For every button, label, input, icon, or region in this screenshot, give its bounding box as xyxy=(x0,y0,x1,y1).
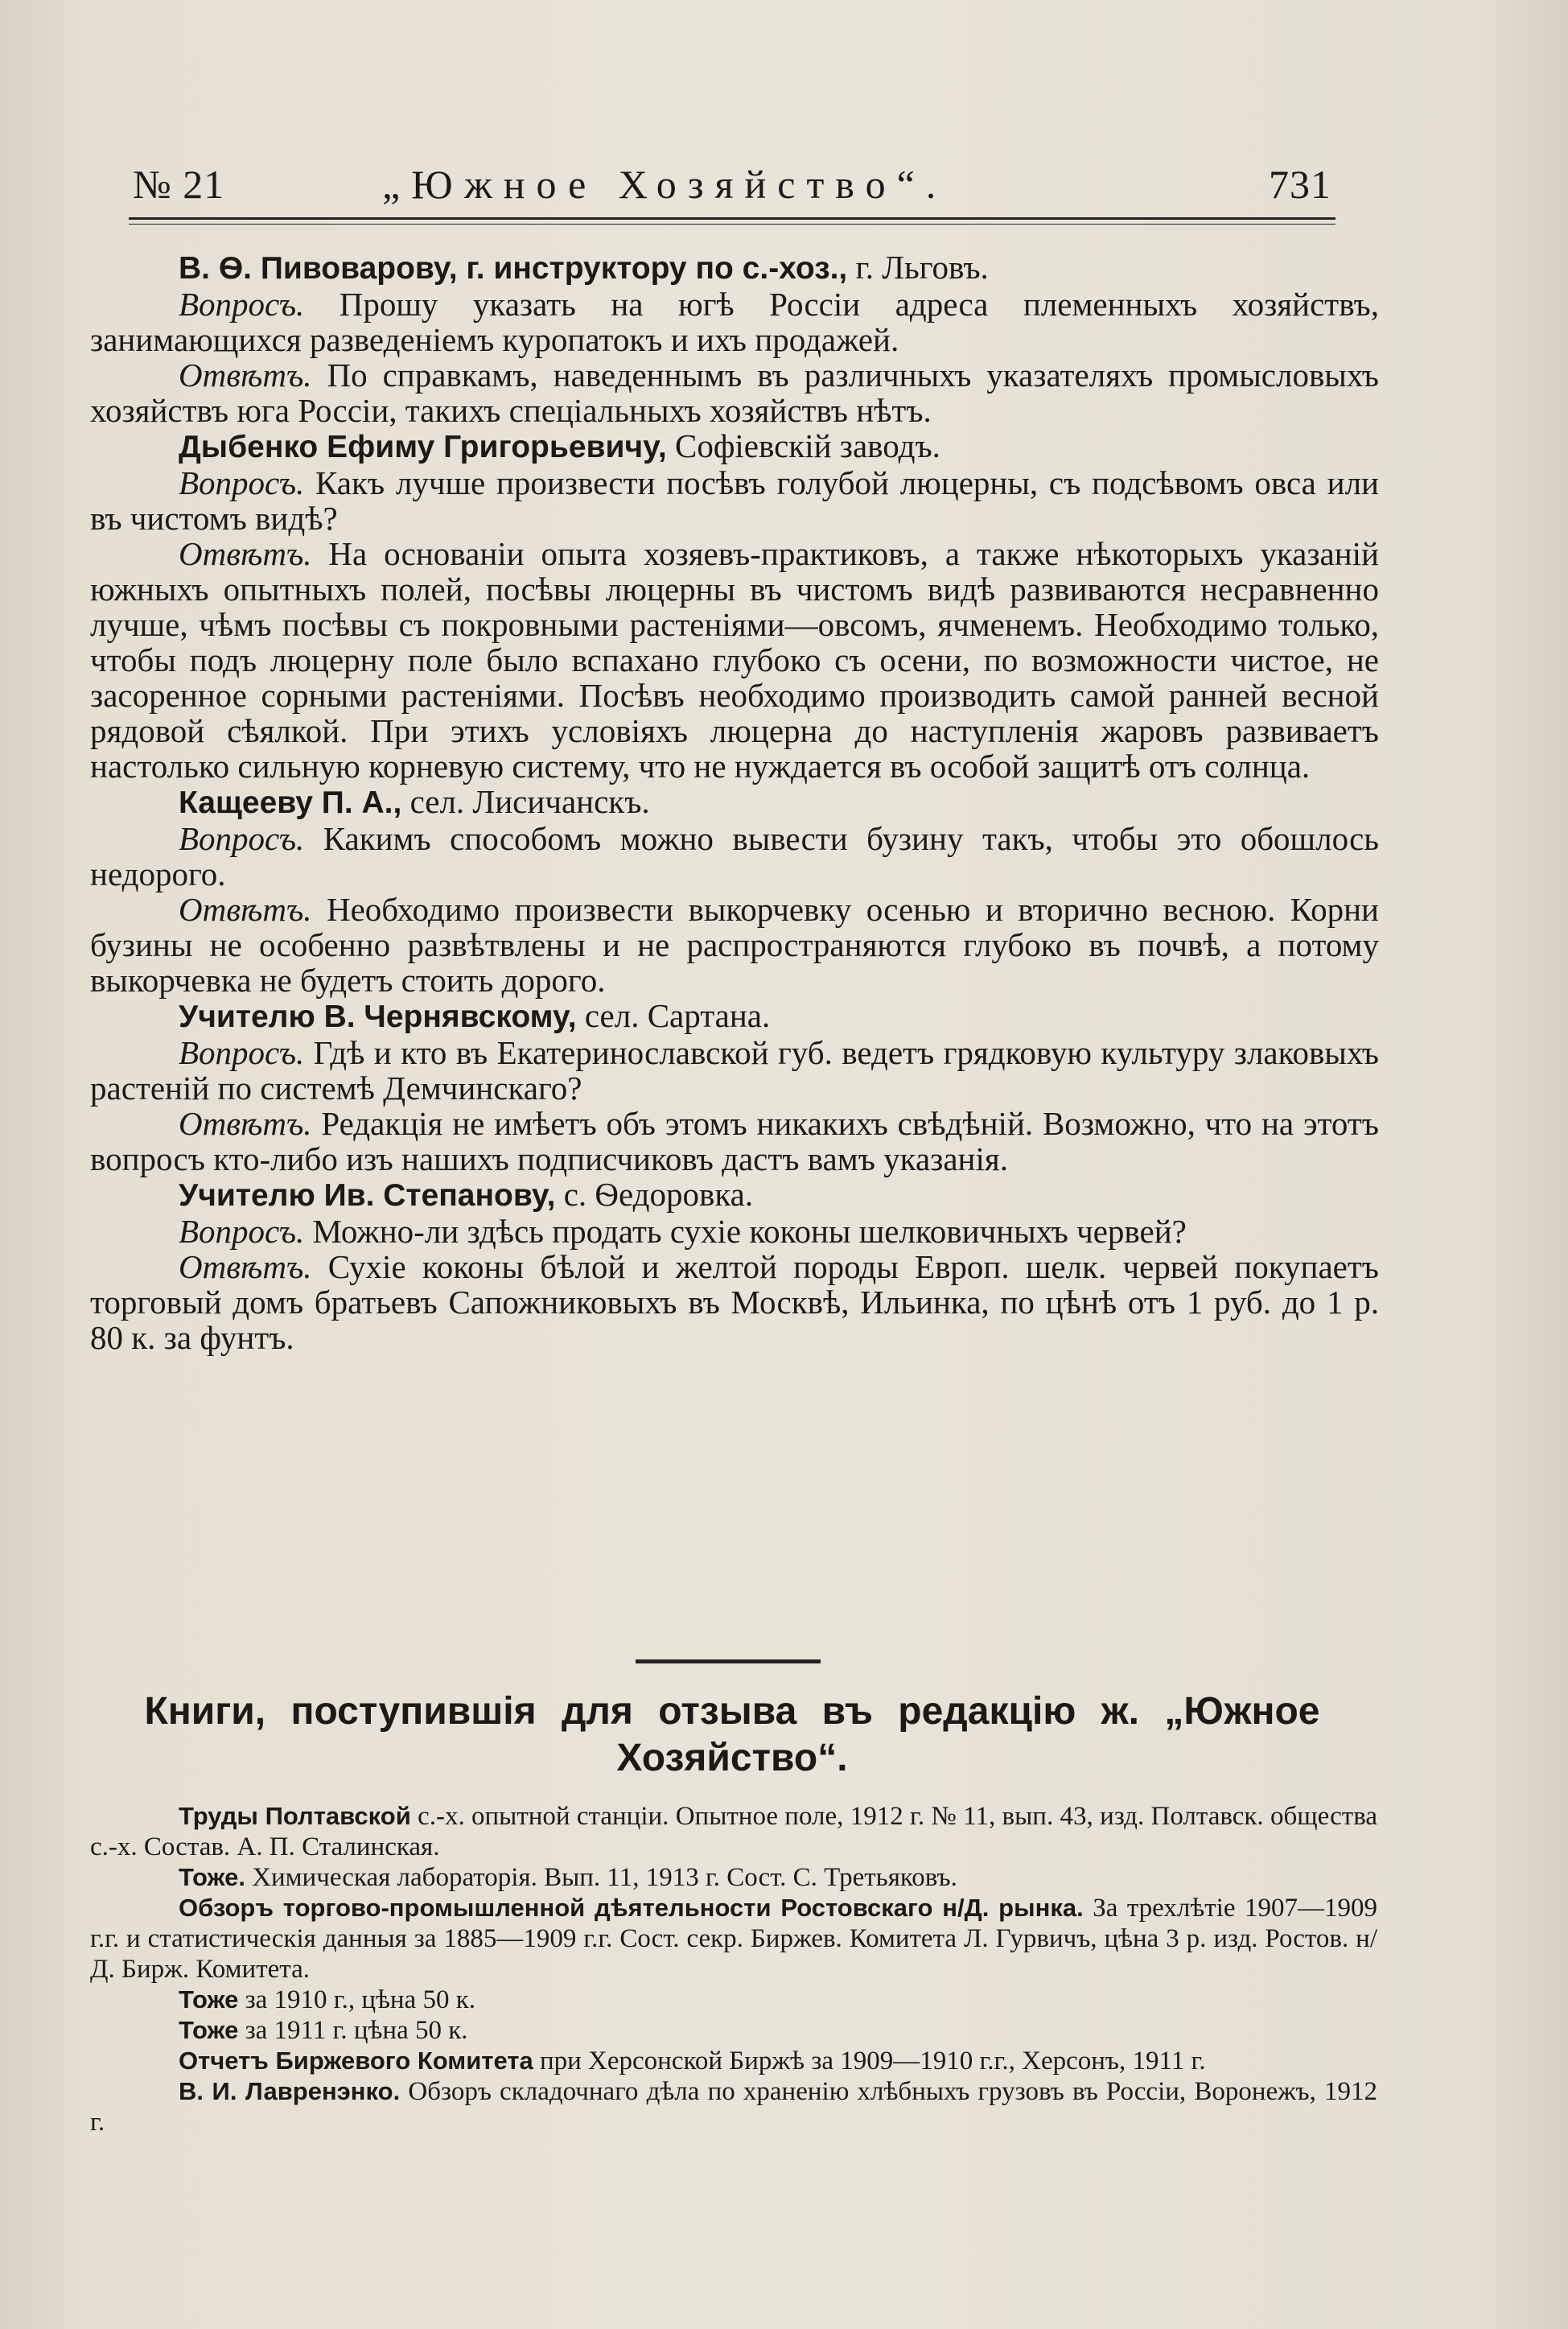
qa-entry xyxy=(90,249,1379,428)
book-entry xyxy=(90,1893,1377,1985)
addressee-name: Кащееву П. А., xyxy=(179,785,402,820)
addressee-place: с. Ѳедоровка. xyxy=(555,1176,754,1213)
question xyxy=(90,286,1379,357)
books-list xyxy=(90,1801,1377,2137)
issue-number: № 21 xyxy=(133,162,225,207)
book-details: за 1910 г., цѣна 50 к. xyxy=(238,1985,475,2014)
question-text: Какимъ способомъ можно вывести бузину такъ, чтобы это обошлось недорого. xyxy=(90,820,1379,892)
book-entry xyxy=(90,1862,1377,1893)
addressee-line xyxy=(90,998,1379,1035)
book-entry xyxy=(90,2076,1377,2137)
addressee-line xyxy=(90,784,1379,821)
book-details: Обзоръ складочнаго дѣла по храненію хлѣбныхъ грузовъ въ Россіи, Воронежъ, 1912 г. xyxy=(90,2077,1377,2137)
answer xyxy=(90,892,1379,998)
book-title: Тоже. xyxy=(179,1863,245,1891)
addressee-name: В. Ѳ. Пивоварову, г. инструктору по с.-хоз., xyxy=(179,251,848,286)
answer-label: Отвѣтъ. xyxy=(179,1105,312,1142)
question xyxy=(90,1214,1379,1249)
answer-text: Сухіе коконы бѣлой и желтой породы Европ. шелк. червей покупаетъ торговый домъ братьевъ Сапожниковыхъ въ Москвѣ, Ильинка, по цѣнѣ отъ 1 руб. до 1 р. 80 к. за фунтъ. xyxy=(90,1248,1379,1356)
book-entry xyxy=(90,2015,1377,2046)
question-text: Какъ лучше произвести посѣвъ голубой люцерны, съ подсѣвомъ овса или въ чистомъ видѣ? xyxy=(90,464,1379,537)
book-entry xyxy=(90,2046,1377,2076)
book-title: Тоже xyxy=(179,1985,239,2014)
qa-section xyxy=(90,249,1379,1355)
question-label: Вопросъ. xyxy=(179,1213,305,1250)
answer xyxy=(90,357,1379,428)
book-details: Химическая лабораторія. Вып. 11, 1913 г. Сост. С. Третьяковъ. xyxy=(245,1863,957,1892)
question-text: Прошу указать на югѣ Россіи адреса племенныхъ хозяйствъ, занимающихся разведеніемъ куропатокъ и ихъ продажей. xyxy=(90,286,1379,358)
qa-entry xyxy=(90,998,1379,1177)
qa-entry xyxy=(90,428,1379,784)
question-label: Вопросъ. xyxy=(179,286,305,323)
addressee-line xyxy=(90,428,1379,465)
book-title: В. И. Лавренэнко. xyxy=(179,2077,401,2105)
addressee-line xyxy=(90,249,1379,286)
answer xyxy=(90,1249,1379,1355)
journal-title: „Южное Хозяйство“. xyxy=(382,162,948,207)
answer-label: Отвѣтъ. xyxy=(179,357,312,394)
qa-entry xyxy=(90,784,1379,998)
question xyxy=(90,1035,1379,1106)
question-text: Гдѣ и кто въ Екатеринославской губ. ведетъ грядковую культуру злаковыхъ растеній по системѣ Демчинскаго? xyxy=(90,1034,1379,1107)
answer-text: По справкамъ, наведеннымъ въ различныхъ указателяхъ промысловыхъ хозяйствъ юга Россіи, такихъ спеціальныхъ хозяйствъ нѣтъ. xyxy=(90,357,1379,429)
running-header xyxy=(133,161,1331,217)
question-label: Вопросъ. xyxy=(179,820,305,857)
answer-label: Отвѣтъ. xyxy=(179,1248,312,1285)
book-title: Отчетъ Биржевого Комитета xyxy=(179,2047,533,2075)
answer-label: Отвѣтъ. xyxy=(179,891,312,928)
page-number: 731 xyxy=(1269,162,1331,207)
books-heading: Книги, поступившія для отзыва въ редакцію ж. „Южное Хозяйство“. xyxy=(144,1690,1320,1779)
question xyxy=(90,821,1379,892)
header-rule-thin xyxy=(129,224,1335,225)
addressee-place: сел. Лисичанскъ. xyxy=(401,783,650,820)
book-details: За трехлѣтіе 1907—1909 г.г. и статистическія данныя за 1885—1909 г.г. Сост. секр. Биржев. Комитета Л. Гурвичъ, цѣна 3 р. изд. Ростов. н/Д. Бирж. Комитета. xyxy=(90,1894,1377,1984)
book-title: Тоже xyxy=(179,2016,239,2044)
answer-text: На основаніи опыта хозяевъ-практиковъ, а также нѣкоторыхъ указаній южныхъ опытныхъ полей, посѣвы люцерны въ чистомъ видѣ развиваются несравненно лучше, чѣмъ посѣвы съ покровными растеніями—овсомъ, ячменемъ. Необходимо только, чтобы подъ люцерну поле было вспахано глубоко съ осени, по возможности чистое, не засоренное сорными растеніями. Посѣвъ необходимо производить самой ранней весной рядовой сѣялкой. При этихъ условіяхъ люцерна до наступленія жаровъ развиваетъ настолько сильную корневую систему, что не нуждается въ особой защитѣ отъ солнца. xyxy=(90,535,1379,785)
section-divider xyxy=(636,1659,821,1663)
answer xyxy=(90,1106,1379,1177)
book-entry xyxy=(90,1985,1377,2015)
answer-text: Необходимо произвести выкорчевку осенью и вторично весною. Корни бузины не особенно развѣтвлены и не распространяются глубоко въ почвѣ, а потому выкорчевка не будетъ стоить дорого. xyxy=(90,891,1379,999)
answer-label: Отвѣтъ. xyxy=(179,535,312,572)
addressee-place: Софіевскій заводъ. xyxy=(666,427,940,464)
book-title: Обзоръ торгово-промышленной дѣятельности Ростовскаго н/Д. рынка. xyxy=(179,1894,1084,1922)
question-label: Вопросъ. xyxy=(179,1034,305,1071)
addressee-name: Учителю В. Чернявскому, xyxy=(179,1000,577,1034)
question-text: Можно-ли здѣсь продать сухіе коконы шелковичныхъ червей? xyxy=(304,1213,1187,1250)
addressee-name: Учителю Ив. Степанову, xyxy=(179,1178,556,1213)
book-entry xyxy=(90,1801,1377,1862)
question-label: Вопросъ. xyxy=(179,464,305,501)
book-details: с.-х. опытной станціи. Опытное поле, 1912 г. № 11, вып. 43, изд. Полтавск. общества с.-х. Состав. А. П. Сталинская. xyxy=(90,1802,1377,1861)
header-rule-thick xyxy=(129,217,1335,220)
addressee-line xyxy=(90,1177,1379,1214)
book-title: Труды Полтавской xyxy=(179,1802,411,1830)
question xyxy=(90,465,1379,536)
addressee-name: Дыбенко Ефиму Григорьевичу, xyxy=(179,430,667,464)
answer-text: Редакція не имѣетъ объ этомъ никакихъ свѣдѣній. Возможно, что на этотъ вопросъ кто-либо изъ нашихъ подписчиковъ дастъ вамъ указанія. xyxy=(90,1105,1379,1177)
book-details: при Херсонской Биржѣ за 1909—1910 г.г., Херсонъ, 1911 г. xyxy=(533,2047,1206,2075)
addressee-place: сел. Сартана. xyxy=(576,997,771,1034)
addressee-place: г. Льговъ. xyxy=(847,249,989,286)
book-details: за 1911 г. цѣна 50 к. xyxy=(238,2016,468,2045)
qa-entry xyxy=(90,1177,1379,1355)
answer xyxy=(90,536,1379,784)
